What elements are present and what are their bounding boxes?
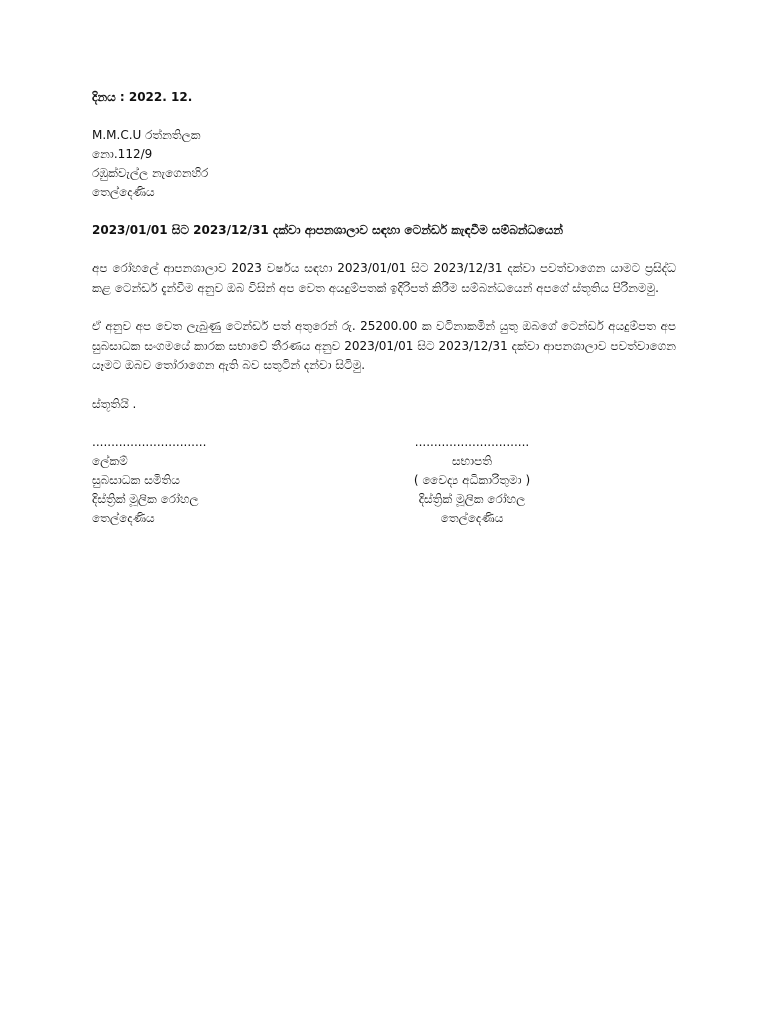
spacer [92,414,676,433]
recipient-address-line-2: රඹුක්වැල්ල නැගෙනහිර [92,166,209,180]
body-paragraph-2: ඒ අනුව අප වෙත ලැබුණු ටෙන්ඩර් පත් අතුරෙන් රු. 25200.00 ක වටිනාකමින් යුතු ඔබගේ ටෙන්ඩර් අයදුම්පත අප සුබසාධක සංගමයේ කාරක සභාවේ තීරණය අනුව 2023/01/01 සිට 2023/12/31 දක්වා ආපනශාලාව පවත්වාගෙන යෑමට ඔබව තෝරාගෙන ඇති බව සතුටින් දන්වා සිටිමු. [92,319,676,372]
right-signer-hospital: දිස්ත්‍රික් මූලික රෝහල [418,491,526,506]
subject-line: 2023/01/01 සිට 2023/12/31 දක්වා ආපනශාලාව සඳහා ටෙන්ඩර් කැඳවීම සම්බන්ධයෙන් [92,223,563,237]
spacer [92,376,676,395]
spacer [92,298,676,317]
signature-block [92,433,676,528]
right-signature-dots: .............................. [414,434,530,449]
spacer [92,202,676,221]
spacer [92,240,676,259]
recipient-block [92,126,676,202]
recipient-address-line-3: තෙල්දෙණිය [92,185,155,199]
closing-line: ස්තූතියි . [92,396,137,411]
left-signer-town: තෙල්දෙණිය [92,510,155,525]
date-line: දිනය : 2022. 12. [92,90,193,104]
spacer [92,107,676,126]
letter-page [92,88,676,528]
right-signer-town: තෙල්දෙණිය [440,510,504,525]
right-signer-org: ( වෛද්‍ය අධිකාරිතුමා ) [413,472,531,487]
left-signer-hospital: දිස්ත්‍රික් මූලික රෝහල [92,491,199,506]
recipient-name: M.M.C.U රත්නතිලක [92,128,201,142]
recipient-address-line-1: නො.112/9 [92,147,153,161]
right-signer-title: සභාපති [452,453,492,468]
body-paragraph-1: අප රෝහලේ ආපනශාලාව 2023 වර්ෂය සඳහා 2023/01/01 සිට 2023/12/31 දක්වා පවත්වාගෙන යාමට ප්‍රසිද්ධ කළ ටෙන්ඩර් දැන්වීම අනුව ඔබ විසින් අප වෙත අයදුම්පතක් ඉදිරිපත් කිරීම සම්බන්ධයෙන් අපගේ ස්තූතිය පිරිනමමු. [92,261,676,295]
left-signer-title: ලේකම් [92,453,128,468]
left-signature-dots: .............................. [92,434,207,449]
left-signer-org: සුබසාධක සමිතිය [92,472,180,487]
